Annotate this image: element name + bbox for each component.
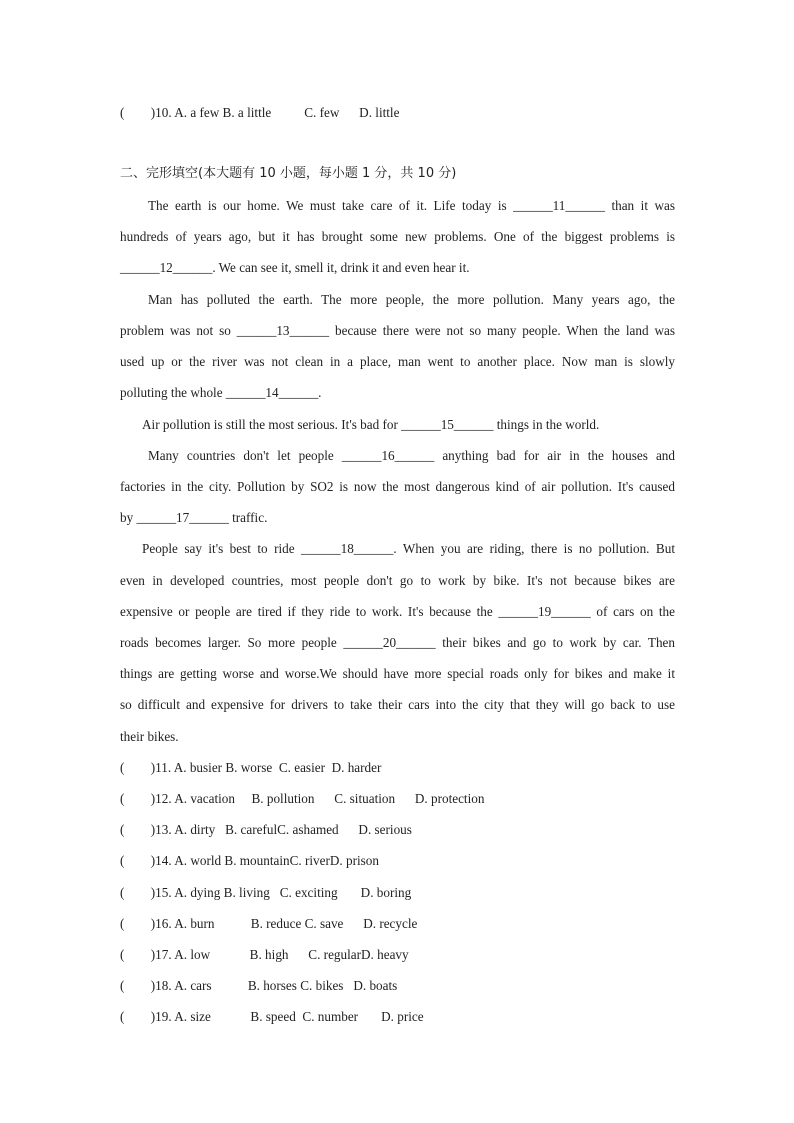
passage-line: ______12______. We can see it, smell it, drink it and even hear it. xyxy=(120,260,470,275)
section-heading: 二、完形填空(本大题有 10 小题，每小题 1 分，共 10 分) xyxy=(120,166,457,181)
passage-line: even in developed countries, most people don't go to work by bike. It's not because bikes are xyxy=(120,573,675,588)
passage-line: Air pollution is still the most serious. It's bad for ______15______ things in the world. xyxy=(142,417,600,432)
question-15: ( )15. A. dying B. living C. exciting D. boring xyxy=(120,885,412,900)
passage-line: Man has polluted the earth. The more people, the more pollution. Many years ago, the xyxy=(148,292,675,307)
passage-line: People say it's best to ride ______18______. When you are riding, there is no pollution. But xyxy=(142,541,675,556)
passage-line: used up or the river was not clean in a place, man went to another place. Now man is slowly xyxy=(120,354,675,369)
question-14: ( )14. A. world B. mountainC. riverD. prison xyxy=(120,853,379,868)
passage-line: problem was not so ______13______ because there were not so many people. When the land was xyxy=(120,323,675,338)
question-16: ( )16. A. burn B. reduce C. save D. recycle xyxy=(120,916,418,931)
passage-line: factories in the city. Pollution by SO2 is now the most dangerous kind of air pollution. It's caused xyxy=(120,479,675,494)
passage-line: expensive or people are tired if they ride to work. It's because the ______19______ of cars on the xyxy=(120,604,675,619)
question-13: ( )13. A. dirty B. carefulC. ashamed D. serious xyxy=(120,822,412,837)
passage-line: hundreds of years ago, but it has brought some new problems. One of the biggest problems is xyxy=(120,229,675,244)
passage-line: Many countries don't let people ______16______ anything bad for air in the houses and xyxy=(148,448,675,463)
question-11: ( )11. A. busier B. worse C. easier D. harder xyxy=(120,760,382,775)
question-18: ( )18. A. cars B. horses C. bikes D. boats xyxy=(120,978,398,993)
question-17: ( )17. A. low B. high C. regularD. heavy xyxy=(120,947,409,962)
passage-line: polluting the whole ______14______. xyxy=(120,385,322,400)
passage-line: The earth is our home. We must take care of it. Life today is ______11______ than it was xyxy=(148,198,675,213)
passage-line: so difficult and expensive for drivers to take their cars into the city that they will go back to use xyxy=(120,697,675,712)
passage-line: things are getting worse and worse.We should have more special roads only for bikes and make it xyxy=(120,666,675,681)
question-19: ( )19. A. size B. speed C. number D. price xyxy=(120,1009,424,1024)
passage-line: roads becomes larger. So more people ______20______ their bikes and go to work by car. Then xyxy=(120,635,675,650)
question-12: ( )12. A. vacation B. pollution C. situation D. protection xyxy=(120,791,485,806)
passage-line: by ______17______ traffic. xyxy=(120,510,268,525)
question-10: ( )10. A. a few B. a little C. few D. little xyxy=(120,105,400,120)
passage-line: their bikes. xyxy=(120,729,179,744)
